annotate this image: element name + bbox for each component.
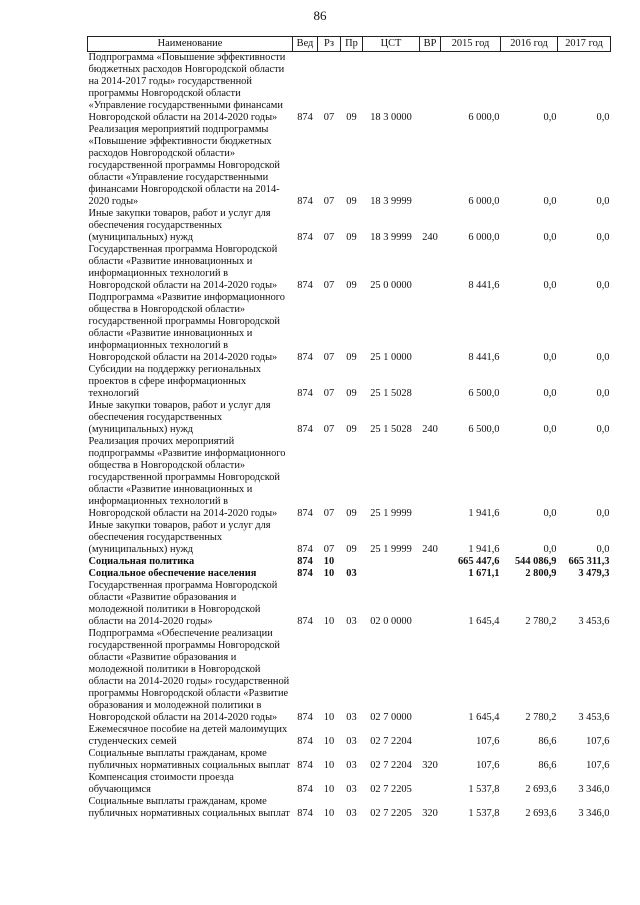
row-2016: 0,0: [543, 196, 557, 207]
row-2015: 1 941,6: [468, 544, 500, 555]
row-rz: 10: [323, 784, 335, 795]
table-row: [88, 628, 611, 724]
row-ved: 874: [297, 112, 313, 123]
row-ved: 874: [297, 280, 313, 291]
table-row: [88, 400, 611, 436]
row-2016: 0,0: [543, 388, 557, 399]
table-row: [88, 52, 611, 125]
row-pr: 03: [346, 568, 357, 579]
row-name: Иные закупки товаров, работ и услуг для обеспечения государственных (муниципальных) нужд: [88, 208, 271, 243]
row-2015: 8 441,6: [468, 352, 500, 363]
row-vr: [420, 580, 441, 628]
row-ved: 874: [297, 352, 313, 363]
row-name: Социальная политика: [88, 556, 195, 567]
row-cst: 25 1 5028: [370, 388, 412, 399]
table-row: [88, 292, 611, 364]
row-ved: 874: [297, 196, 313, 207]
row-cst: 02 7 0000: [370, 712, 412, 723]
row-2016: 0,0: [543, 280, 557, 291]
row-2017: 0,0: [596, 424, 610, 435]
row-vr: 240: [422, 232, 438, 243]
row-vr: [420, 244, 441, 292]
row-name: Подпрограмма «Обеспечение реализации государственной программы Новгородской области «Развитие образования и молодежной политики в Новгородской области на 2014-2020 годы» государственной программы Новгородской области «Развитие образования и молодежной политики в Новгородской области на 2014-2020 годы»: [88, 628, 290, 723]
table-row: [88, 580, 611, 628]
row-2015: 1 645,4: [468, 616, 500, 627]
row-2017: 0,0: [596, 112, 610, 123]
row-rz: 07: [323, 388, 335, 399]
row-2015: 107,6: [476, 760, 500, 771]
column-header-2017: 2017 год: [558, 37, 611, 52]
row-rz: 10: [323, 808, 335, 819]
row-ved: 874: [297, 760, 313, 771]
table-row: [88, 208, 611, 244]
row-2016: 0,0: [543, 544, 557, 555]
row-rz: 10: [323, 712, 335, 723]
row-vr: 320: [422, 760, 438, 771]
row-2015: 6 000,0: [468, 112, 500, 123]
row-2017: 0,0: [596, 196, 610, 207]
row-2017: 3 479,3: [578, 568, 610, 579]
row-cst: [363, 556, 420, 568]
row-pr: [341, 556, 363, 568]
column-header-vr: ВР: [420, 37, 441, 52]
row-2016: 0,0: [543, 424, 557, 435]
row-vr: [420, 124, 441, 208]
row-ved: 874: [297, 424, 313, 435]
column-header-2016: 2016 год: [501, 37, 558, 52]
row-pr: 09: [346, 544, 357, 555]
row-2015: 6 000,0: [468, 232, 500, 243]
row-name: Социальные выплаты гражданам, кроме публичных нормативных социальных выплат: [88, 748, 290, 771]
row-pr: 03: [346, 736, 357, 747]
row-cst: [363, 568, 420, 580]
row-ved: 874: [297, 508, 313, 519]
table-row: [88, 124, 611, 208]
table-row: [88, 436, 611, 520]
row-name: Иные закупки товаров, работ и услуг для обеспечения государственных (муниципальных) нужд: [88, 520, 271, 555]
table-row: [88, 772, 611, 796]
row-pr: 09: [346, 508, 357, 519]
row-pr: 03: [346, 784, 357, 795]
row-ved: 874: [297, 784, 313, 795]
row-2017: 0,0: [596, 280, 610, 291]
row-2017: 3 453,6: [578, 712, 610, 723]
row-vr: [420, 52, 441, 125]
row-pr: 03: [346, 616, 357, 627]
row-rz: 07: [323, 232, 335, 243]
row-rz: 10: [323, 568, 335, 579]
row-vr: [420, 568, 441, 580]
table-row: [88, 520, 611, 556]
row-vr: 240: [422, 424, 438, 435]
row-name: Ежемесячное пособие на детей малоимущих студенческих семей: [88, 724, 288, 747]
row-pr: 03: [346, 712, 357, 723]
row-ved: 874: [297, 388, 313, 399]
row-2016: 0,0: [543, 232, 557, 243]
row-name: Социальные выплаты гражданам, кроме публичных нормативных социальных выплат: [88, 796, 290, 819]
row-vr: [420, 724, 441, 748]
row-ved: 874: [297, 232, 313, 243]
row-cst: 25 1 5028: [370, 424, 412, 435]
row-2015: 6 000,0: [468, 196, 500, 207]
row-ved: 874: [297, 808, 313, 819]
row-name: Реализация прочих мероприятий подпрограммы «Развитие информационного общества в Новгородской области» государственной программы Новгородской области «Развитие инновационных и информационных технологий в Новгородской области на 2014-2020 годы»: [88, 436, 286, 519]
row-name: Субсидии на поддержку региональных проектов в сфере информационных технологий: [88, 364, 261, 399]
row-ved: 874: [297, 544, 313, 555]
table-row: [88, 364, 611, 400]
row-2017: 107,6: [586, 736, 610, 747]
row-rz: 10: [323, 760, 335, 771]
row-rz: 07: [323, 112, 335, 123]
row-vr: [420, 436, 441, 520]
row-rz: 07: [323, 352, 335, 363]
row-name: Подпрограмма «Развитие информационного общества в Новгородской области» государственной программы Новгородской области «Развитие инновационных и информационных технологий в Новгородской области на 2014-2020 годы»: [88, 292, 285, 363]
row-vr: 320: [422, 808, 438, 819]
row-2016: 544 086,9: [514, 556, 557, 567]
table-row: [88, 244, 611, 292]
row-rz: 07: [323, 424, 335, 435]
row-cst: 02 7 2204: [370, 760, 412, 771]
row-name: Компенсация стоимости проезда обучающимся: [88, 772, 234, 795]
column-header-pr: Пр: [341, 37, 363, 52]
row-2015: 107,6: [476, 736, 500, 747]
column-header-2015: 2015 год: [441, 37, 501, 52]
row-cst: 18 3 9999: [370, 232, 412, 243]
row-pr: 09: [346, 196, 357, 207]
row-cst: 25 1 0000: [370, 352, 412, 363]
row-name: Иные закупки товаров, работ и услуг для обеспечения государственных (муниципальных) нужд: [88, 400, 271, 435]
row-2015: 1 537,8: [468, 784, 500, 795]
row-rz: 07: [323, 508, 335, 519]
row-pr: 09: [346, 388, 357, 399]
table-row: [88, 568, 611, 580]
row-cst: 25 1 9999: [370, 544, 412, 555]
row-2015: 6 500,0: [468, 388, 500, 399]
row-name: Государственная программа Новгородской области «Развитие образования и молодежной политики в Новгородской области на 2014-2020 годы»: [88, 580, 278, 627]
row-2017: 0,0: [596, 352, 610, 363]
row-rz: 10: [323, 556, 335, 567]
row-cst: 18 3 0000: [370, 112, 412, 123]
row-vr: [420, 364, 441, 400]
row-rz: 07: [323, 544, 335, 555]
row-2015: 1 671,1: [468, 568, 500, 579]
row-2016: 2 693,6: [525, 808, 557, 819]
row-2017: 107,6: [586, 760, 610, 771]
column-header-name: Наименование: [88, 37, 293, 52]
row-pr: 09: [346, 232, 357, 243]
row-2017: 665 311,3: [568, 556, 610, 567]
row-2017: 0,0: [596, 544, 610, 555]
row-pr: 09: [346, 280, 357, 291]
row-2017: 3 346,0: [578, 784, 610, 795]
row-2017: 0,0: [596, 508, 610, 519]
row-2015: 665 447,6: [457, 556, 500, 567]
row-2017: 3 453,6: [578, 616, 610, 627]
row-vr: [420, 772, 441, 796]
row-2016: 2 780,2: [525, 616, 557, 627]
row-ved: 874: [297, 712, 313, 723]
table-row: [88, 556, 611, 568]
row-rz: 07: [323, 280, 335, 291]
row-2016: 0,0: [543, 112, 557, 123]
column-header-rz: Рз: [318, 37, 341, 52]
row-name: Государственная программа Новгородской области «Развитие инновационных и информационных технологий в Новгородской области на 2014-2020 годы»: [88, 244, 278, 291]
table-row: [88, 724, 611, 748]
budget-table: [87, 36, 611, 820]
row-ved: 874: [297, 736, 313, 747]
row-2016: 0,0: [543, 352, 557, 363]
row-2015: 1 941,6: [468, 508, 500, 519]
row-ved: 874: [297, 556, 313, 567]
row-2015: 1 537,8: [468, 808, 500, 819]
row-2016: 2 800,9: [525, 568, 557, 579]
table-row: [88, 748, 611, 772]
row-pr: 03: [346, 808, 357, 819]
row-2016: 2 693,6: [525, 784, 557, 795]
row-vr: [420, 556, 441, 568]
row-2016: 86,6: [538, 760, 557, 771]
row-2015: 6 500,0: [468, 424, 500, 435]
row-vr: 240: [422, 544, 438, 555]
table-row: [88, 796, 611, 820]
row-cst: 02 0 0000: [370, 616, 412, 627]
row-2016: 86,6: [538, 736, 557, 747]
row-pr: 09: [346, 352, 357, 363]
page-number: 86: [313, 8, 327, 23]
row-rz: 10: [323, 616, 335, 627]
row-vr: [420, 292, 441, 364]
row-pr: 03: [346, 760, 357, 771]
row-rz: 10: [323, 736, 335, 747]
row-vr: [420, 628, 441, 724]
row-rz: 07: [323, 196, 335, 207]
row-2015: 8 441,6: [468, 280, 500, 291]
row-pr: 09: [346, 424, 357, 435]
column-header-ved: Вед: [293, 37, 318, 52]
row-name: Реализация мероприятий подпрограммы «Повышение эффективности бюджетных расходов Новгородской области» государственной программы Новгородской области «Управление государственными финансами Новгородской области на 2014-2020 годы»: [88, 124, 280, 207]
row-ved: 874: [297, 616, 313, 627]
row-2015: 1 645,4: [468, 712, 500, 723]
row-ved: 874: [297, 568, 313, 579]
row-2017: 3 346,0: [578, 808, 610, 819]
row-name: Социальное обеспечение населения: [88, 568, 257, 579]
row-2017: 0,0: [596, 232, 610, 243]
row-cst: 02 7 2205: [370, 808, 412, 819]
row-cst: 25 1 9999: [370, 508, 412, 519]
row-2016: 2 780,2: [525, 712, 557, 723]
row-cst: 25 0 0000: [370, 280, 412, 291]
table-header-row: [88, 37, 611, 52]
row-cst: 02 7 2204: [370, 736, 412, 747]
row-name: Подпрограмма «Повышение эффективности бюджетных расходов Новгородской области на 2014-2017 годы» государственной программы Новгородской области «Управление государственными финансами Новгородской области на 2014-2020 годы»: [88, 52, 286, 123]
row-2017: 0,0: [596, 388, 610, 399]
row-cst: 18 3 9999: [370, 196, 412, 207]
row-2016: 0,0: [543, 508, 557, 519]
column-header-cst: ЦСТ: [363, 37, 420, 52]
row-cst: 02 7 2205: [370, 784, 412, 795]
row-pr: 09: [346, 112, 357, 123]
